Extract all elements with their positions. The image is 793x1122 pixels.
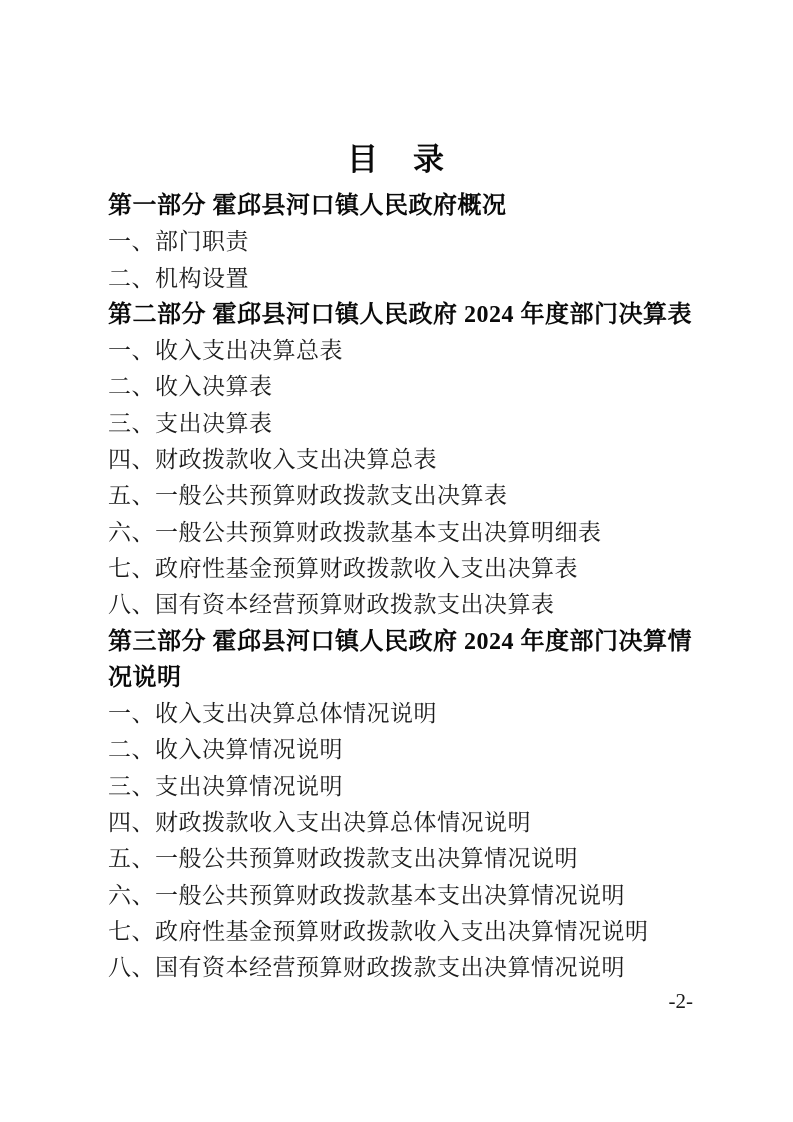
toc-item: 六、一般公共预算财政拨款基本支出决算情况说明 — [108, 882, 625, 908]
toc-item: 四、财政拨款收入支出决算总体情况说明 — [108, 810, 531, 836]
toc-item: 四、财政拨款收入支出决算总表 — [108, 447, 437, 473]
section-heading-part2: 第二部分 霍邱县河口镇人民政府 2024 年度部门决算表 — [108, 301, 692, 328]
toc-item: 五、一般公共预算财政拨款支出决算情况说明 — [108, 846, 578, 872]
toc-item: 二、机构设置 — [108, 265, 249, 291]
toc-item: 二、收入决算表 — [108, 374, 273, 400]
toc-item: 六、一般公共预算财政拨款基本支出决算明细表 — [108, 519, 602, 545]
toc-item: 八、国有资本经营预算财政拨款支出决算情况说明 — [108, 955, 625, 981]
toc-item: 八、国有资本经营预算财政拨款支出决算表 — [108, 592, 555, 618]
toc-item: 三、支出决算情况说明 — [108, 773, 343, 799]
toc-item: 二、收入决算情况说明 — [108, 737, 343, 763]
toc-item: 七、政府性基金预算财政拨款收入支出决算表 — [108, 555, 578, 581]
toc-item: 一、部门职责 — [108, 229, 249, 255]
page-title: 目 录 — [347, 142, 446, 177]
toc-item: 三、支出决算表 — [108, 410, 273, 436]
table-of-contents — [108, 188, 700, 987]
toc-item: 七、政府性基金预算财政拨款收入支出决算情况说明 — [108, 918, 649, 944]
toc-item: 一、收入支出决算总体情况说明 — [108, 701, 437, 727]
section-heading-part1: 第一部分 霍邱县河口镇人民政府概况 — [108, 193, 507, 219]
page-number: -2- — [668, 989, 693, 1013]
toc-item: 一、收入支出决算总表 — [108, 338, 343, 364]
toc-item: 五、一般公共预算财政拨款支出决算表 — [108, 483, 508, 509]
section-heading-part3: 第三部分 霍邱县河口镇人民政府 2024 年度部门决算情况说明 — [108, 628, 692, 691]
